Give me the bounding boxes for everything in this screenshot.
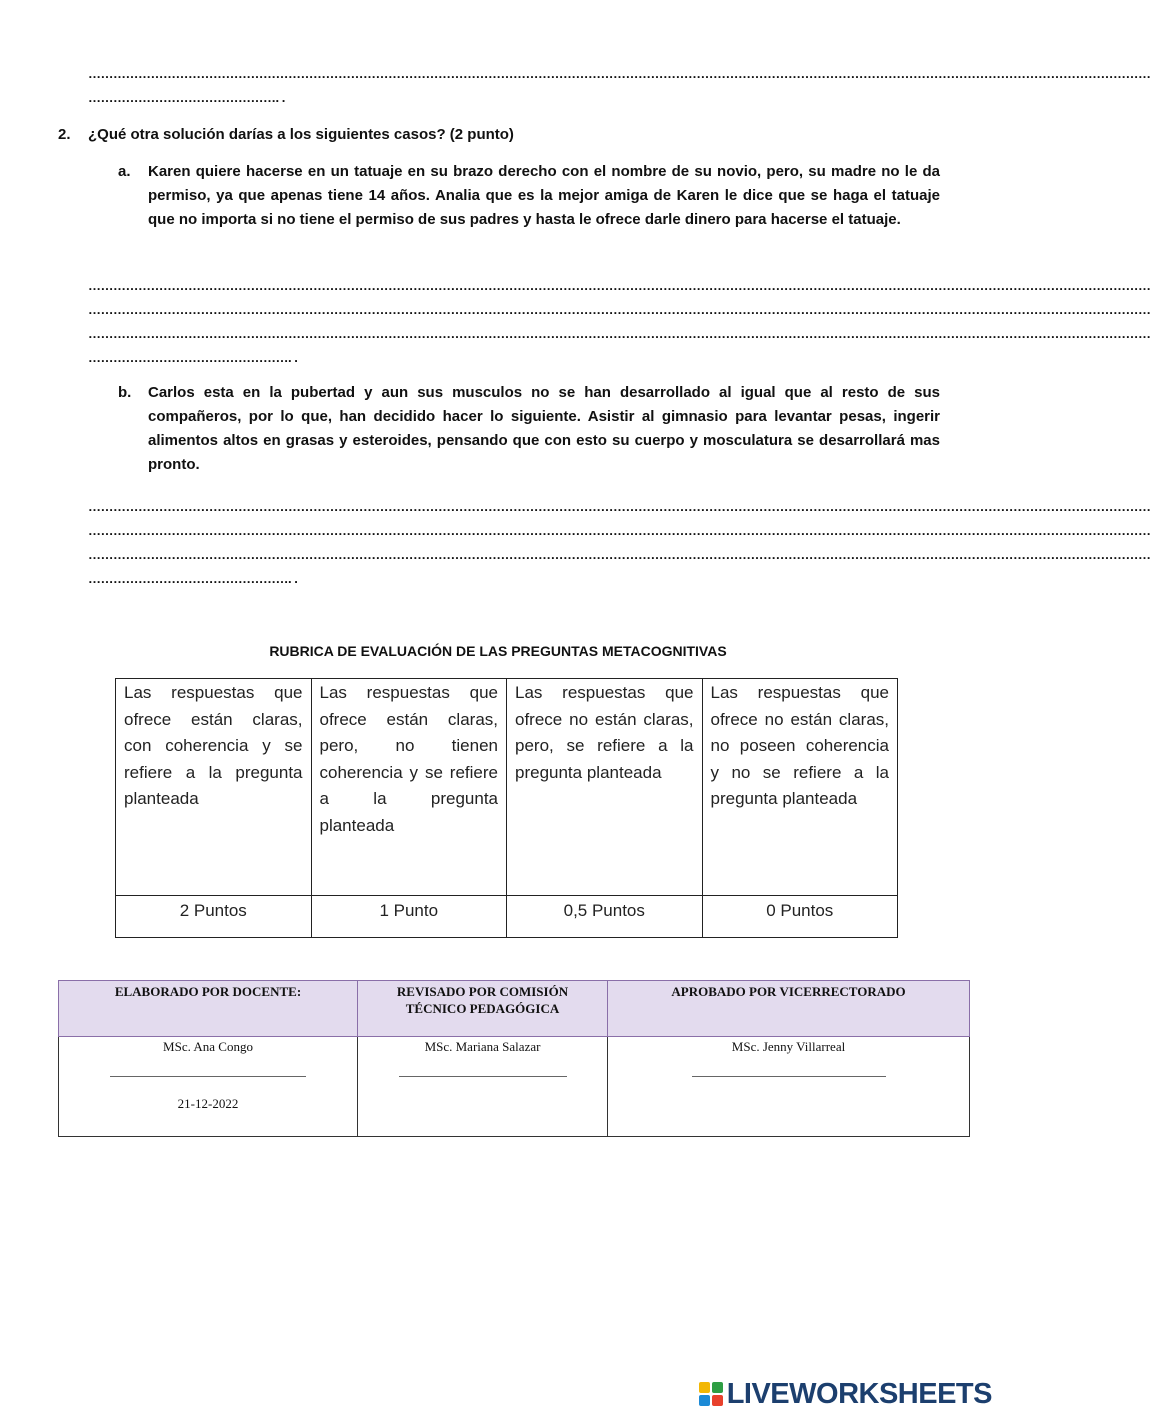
liveworksheets-logo: [699, 1378, 992, 1411]
answer-line: …………………………………………………………………………………………………………………………………………………………………………………………………………………………………: [88, 278, 1151, 293]
answer-line-end: ………………………………………. .: [88, 90, 285, 105]
signature-line: [692, 1076, 886, 1077]
signature-date: 21-12-2022: [177, 1096, 239, 1111]
rubric-points: 0 Puntos: [702, 896, 898, 938]
signature-header: APROBADO POR VICERRECTORADO: [608, 981, 970, 1037]
case-label: b.: [118, 384, 132, 401]
answer-line: …………………………………………………………………………………………………………………………………………………………………………………………………………………………………: [88, 66, 1151, 81]
rubric-description: Las respuestas que ofrece están claras, pero, no tienen coherencia y se refiere a la pregunta planteada: [311, 679, 507, 896]
question-number: 2.: [58, 126, 71, 143]
logo-text: LIVEWORKSHEETS: [726, 1378, 992, 1410]
rubric-table: [115, 678, 898, 938]
signature-line: [110, 1076, 306, 1077]
signature-cell-comision: [358, 1037, 608, 1137]
rubric-points-row: [116, 896, 898, 938]
case-text: Carlos esta en la pubertad y aun sus musculos no se han desarrollado al igual que al resto de sus compañeros, por lo que, han decidido hacer lo siguiente. Asistir al gimnasio para levantar pesas, ingerir alimentos altos en grasas y esteroides, pensando que con esto su cuerpo y mosculatura se desarrollará mas pronto.: [148, 384, 940, 473]
answer-line: …………………………………………………………………………………………………………………………………………………………………………………………………………………………………: [88, 499, 1151, 514]
answer-line: …………………………………………………………………………………………………………………………………………………………………………………………………………………………………: [88, 302, 1151, 317]
rubric-descriptions-row: [116, 679, 898, 896]
rubric-description: Las respuestas que ofrece no están claras, pero, se refiere a la pregunta planteada: [507, 679, 703, 896]
answer-line: …………………………………………………………………………………………………………………………………………………………………………………………………………………………………: [88, 523, 1151, 538]
signature-cell-vicerrectorado: [608, 1037, 970, 1137]
signature-body-row: [59, 1037, 970, 1137]
question-title: [58, 126, 514, 143]
question-text: ¿Qué otra solución darías a los siguientes casos? (2 punto): [88, 126, 514, 143]
answer-line: …………………………………………………………………………………………………………………………………………………………………………………………………………………………………: [88, 547, 1151, 562]
signer-name: MSc. Jenny Villarreal: [731, 1039, 846, 1054]
answer-line-end: …………………………………………. .: [88, 350, 298, 365]
signature-header: REVISADO POR COMISIÓN TÉCNICO PEDAGÓGICA: [358, 981, 608, 1037]
rubric-points: 1 Punto: [311, 896, 507, 938]
case-a: [118, 160, 940, 232]
case-label: a.: [118, 163, 131, 180]
logo-mark-icon: [699, 1382, 725, 1408]
signature-cell-docente: [59, 1037, 358, 1137]
signer-name: MSc. Mariana Salazar: [424, 1039, 541, 1054]
rubric-points: 2 Puntos: [116, 896, 312, 938]
signature-header: ELABORADO POR DOCENTE:: [59, 981, 358, 1037]
case-b: [118, 381, 940, 477]
answer-line: …………………………………………………………………………………………………………………………………………………………………………………………………………………………………: [88, 326, 1151, 341]
rubric-description: Las respuestas que ofrece están claras, con coherencia y se refiere a la pregunta planteada: [116, 679, 312, 896]
rubric-description: Las respuestas que ofrece no están claras, no poseen coherencia y no se refiere a la pregunta planteada: [702, 679, 898, 896]
answer-line-end: …………………………………………. .: [88, 571, 298, 586]
rubric-points: 0,5 Puntos: [507, 896, 703, 938]
signature-line: [399, 1076, 567, 1077]
signature-table: [58, 980, 970, 1137]
signer-name: MSc. Ana Congo: [163, 1039, 253, 1054]
signature-header-row: [59, 981, 970, 1037]
rubric-title: RUBRICA DE EVALUACIÓN DE LAS PREGUNTAS METACOGNITIVAS: [269, 643, 727, 659]
case-text: Karen quiere hacerse en un tatuaje en su brazo derecho con el nombre de su novio, pero, su madre no le da permiso, ya que apenas tiene 14 años. Analia que es la mejor amiga de Karen le dice que se haga el tatuaje que no importa si no tiene el permiso de sus padres y hasta le ofrece darle dinero para hacerse el tatuaje.: [148, 163, 940, 228]
